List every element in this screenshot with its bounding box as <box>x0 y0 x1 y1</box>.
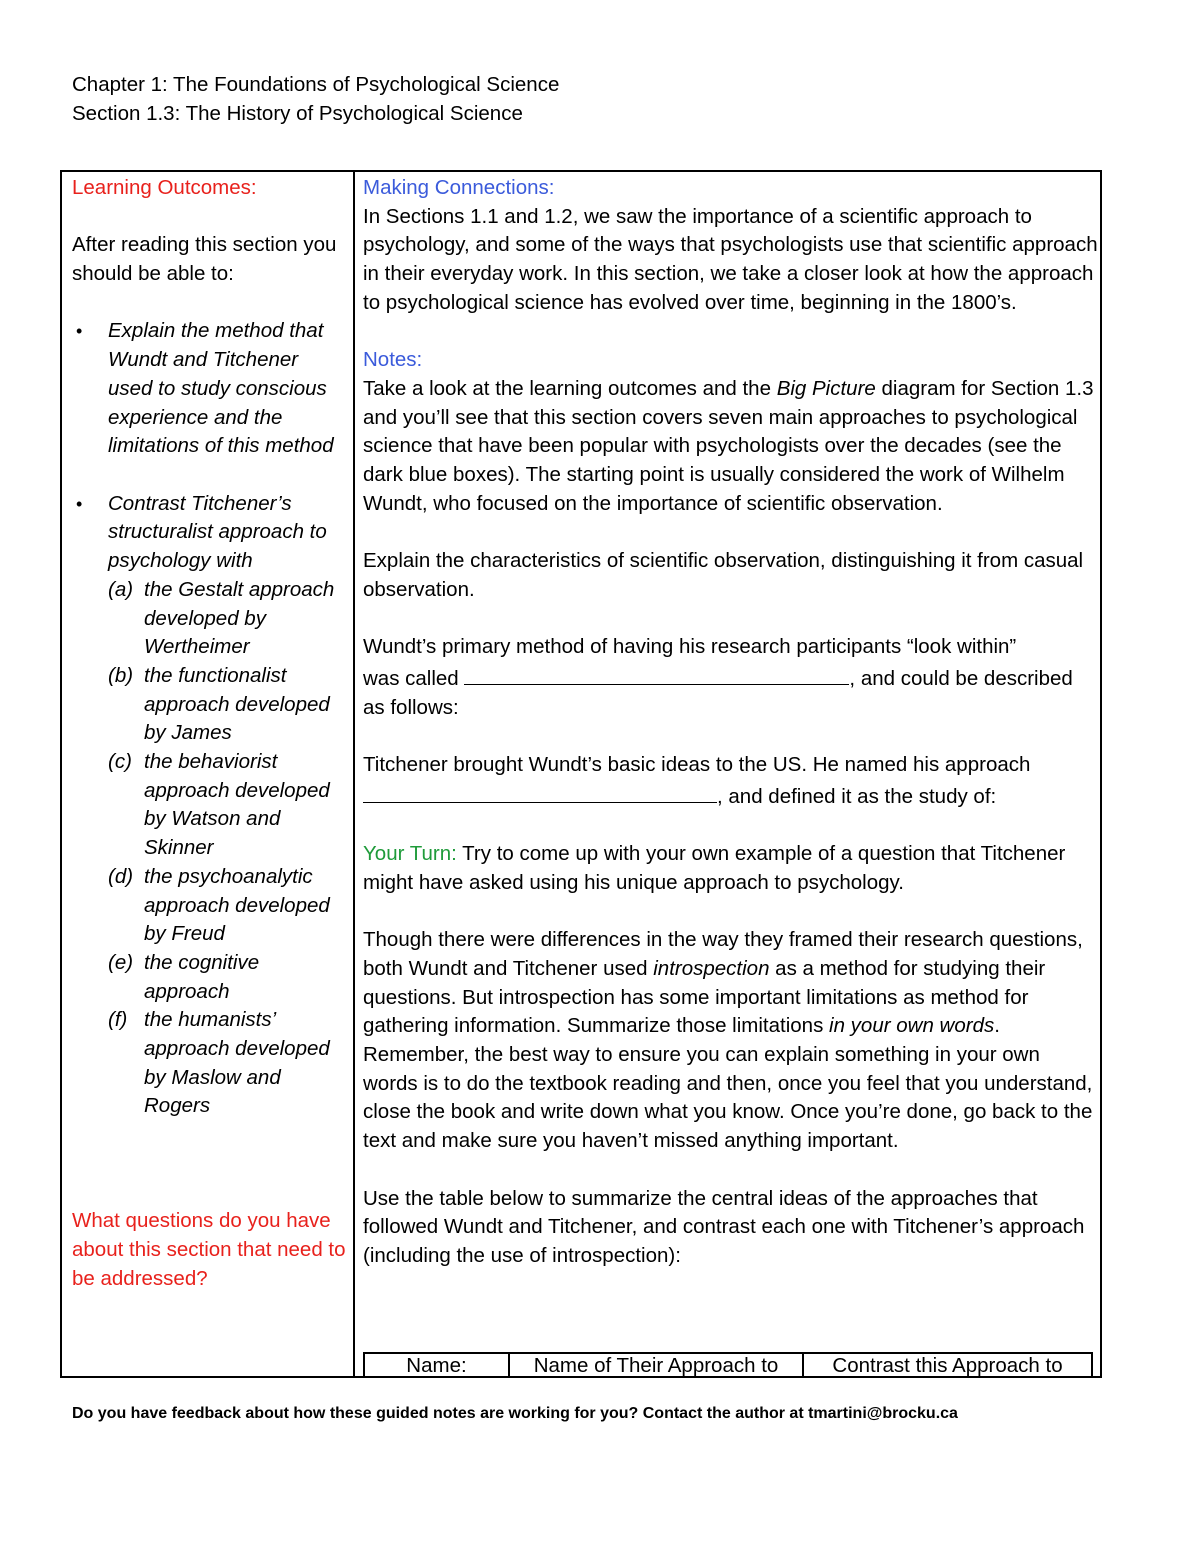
approach-item-text: the behaviorist approach developed by Watson and Skinner <box>144 750 330 860</box>
making-connections-label: Making Connections: <box>363 176 555 199</box>
approach-item <box>108 576 347 662</box>
table-header-name: Name: <box>365 1354 510 1378</box>
introspection-paragraph: Though there were differences in the way they framed their research questions, both Wundt and Titchener used introspection as a method for studying their questions. But introspection has some important limitations as method for gathering information. Summarize those limitations in your own words. Remember, the best way to ensure you can explain something in your own words is to do the textbook reading and then, once you feel that you understand, close the book and write down what you know. Once you’re done, go back to the text and make sure you haven’t missed anything important. <box>363 928 1093 1153</box>
making-connections-text: In Sections 1.1 and 1.2, we saw the importance of a scientific approach to psychology, and some of the ways that psychologists use that scientific approach in their everyday work. In this section, we take a closer look at how the approach to psychological science has evolved over time, beginning in the 1800’s. <box>363 204 1098 314</box>
left-column <box>72 174 347 1293</box>
approach-item-text: the Gestalt approach developed by Wertheimer <box>144 577 335 659</box>
document-header <box>72 70 559 128</box>
approach-item-label: (c) <box>108 750 132 774</box>
learning-outcomes-label: Learning Outcomes: <box>72 176 257 199</box>
approach-item-label: (e) <box>108 950 134 974</box>
approach-item-text: the psychoanalytic approach developed by Freud <box>144 864 330 946</box>
titchener-prompt: Titchener brought Wundt’s basic ideas to the US. He named his approach , and defined it as the study of: <box>363 753 1031 808</box>
approach-item <box>108 1006 347 1121</box>
approach-item-label: (f) <box>108 1008 128 1032</box>
approach-item-text: the cognitive approach <box>144 950 260 1003</box>
table-instructions: Use the table below to summarize the central ideas of the approaches that followed Wundt and Titchener, and contrast each one with Titchener’s approach (including the use of introspection): <box>363 1186 1085 1267</box>
bullet-icon: • <box>76 321 83 342</box>
questions-prompt: What questions do you have about this section that need to be addressed? <box>72 1209 346 1290</box>
bullet-icon: • <box>76 493 83 514</box>
approach-sublist <box>72 576 347 1121</box>
approach-item <box>108 949 347 1006</box>
titchener-approach-blank[interactable] <box>363 780 717 803</box>
outcome-item: • Explain the method that Wundt and Titchener used to study conscious experience and the limitations of this method <box>76 319 334 458</box>
approach-item-text: the functionalist approach developed by James <box>144 663 330 745</box>
wundt-prompt: Wundt’s primary method of having his research participants “look within” was called , and could be described as follows: <box>363 635 1073 719</box>
approach-item-label: (d) <box>108 864 134 888</box>
explain-prompt: Explain the characteristics of scientific observation, distinguishing it from casual observation. <box>363 549 1084 601</box>
approach-item-text: the humanists’ approach developed by Maslow and Rogers <box>144 1008 330 1118</box>
notes-label: Notes: <box>363 348 423 372</box>
table-header-contrast: Contrast this Approach to <box>832 1354 1063 1377</box>
learning-outcomes-intro: After reading this section you should be able to: <box>72 233 337 286</box>
table-header-approach: Name of Their Approach to <box>510 1354 804 1378</box>
approach-item-label: (a) <box>108 577 134 601</box>
outcomes-list <box>72 317 347 1121</box>
outcome-item: • Contrast Titchener’s structuralist approach to psychology with (a) the Gestalt approach developed by Wertheimer (b) the functionalist approach developed by James (c) the behaviorist approach developed by Watson and Skinner (d) the psychoanalytic approach developed by Freud (e) the cognitive approach (f) the humanists’ approach developed by Maslow and Rogers <box>72 490 347 1121</box>
summary-table <box>363 1352 1093 1378</box>
your-turn-label: Your Turn: <box>363 842 457 866</box>
section-title: Section 1.3: The History of Psychological Science <box>72 102 523 125</box>
your-turn-paragraph: Your Turn: Try to come up with your own example of a question that Titchener might have asked using his unique approach to psychology. <box>363 842 1066 894</box>
approach-item-label: (b) <box>108 663 134 687</box>
notes-box <box>60 170 1102 1378</box>
feedback-footer: Do you have feedback about how these guided notes are working for you? Contact the author at tmartini@brocku.ca <box>72 1405 958 1422</box>
column-divider <box>353 172 355 1376</box>
approach-item <box>108 863 347 949</box>
chapter-title: Chapter 1: The Foundations of Psychological Science <box>72 73 560 96</box>
approach-item <box>108 748 347 863</box>
approach-item <box>108 662 347 748</box>
right-column <box>363 174 1098 1271</box>
wundt-method-blank[interactable] <box>464 662 849 685</box>
notes-paragraph: Take a look at the learning outcomes and the Big Picture diagram for Section 1.3 and you’ll see that this section covers seven main approaches to psychological science that have been popular with psychologists over the decades (see the dark blue boxes). The starting point is usually considered the work of Wilhelm Wundt, who focused on the importance of scientific observation. <box>363 376 1094 515</box>
